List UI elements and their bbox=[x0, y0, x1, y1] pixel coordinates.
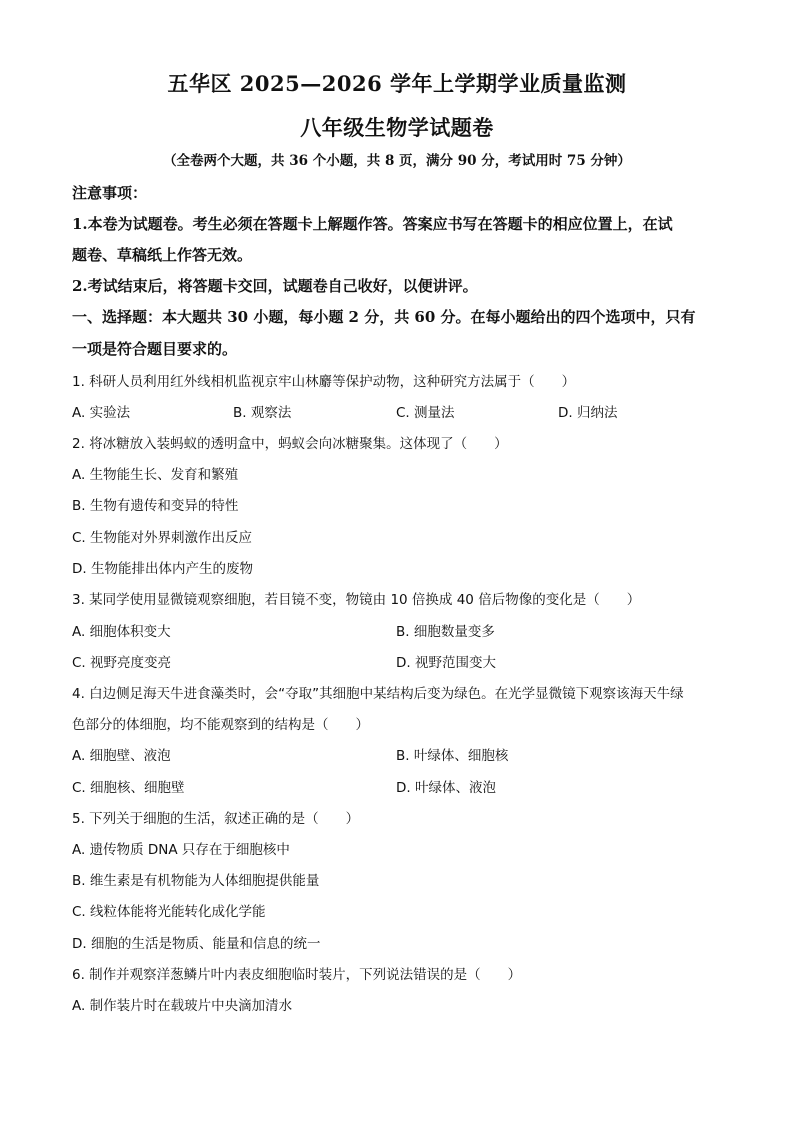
question-4-option-c: C. 细胞核、细胞壁 bbox=[72, 780, 185, 796]
question-2-option-b: B. 生物有遗传和变异的特性 bbox=[72, 498, 239, 514]
question-1-option-b: B. 观察法 bbox=[233, 405, 292, 421]
question-5-option-b: B. 维生素是有机物能为人体细胞提供能量 bbox=[72, 873, 320, 889]
notice-item-2: 2.考试结束后，将答题卡交回，试题卷自己收好，以便讲评。 bbox=[72, 277, 478, 295]
question-2-option-d: D. 生物能排出体内产生的废物 bbox=[72, 561, 253, 577]
question-2-option-c: C. 生物能对外界刺激作出反应 bbox=[72, 530, 253, 546]
question-2-stem: 2. 将冰糖放入装蚂蚁的透明盒中，蚂蚁会向冰糖聚集。这体现了（ ） bbox=[72, 436, 508, 452]
question-6-stem: 6. 制作并观察洋葱鳞片叶内表皮细胞临时装片，下列说法错误的是（ ） bbox=[72, 967, 522, 983]
section-1-line-2: 一项是符合题目要求的。 bbox=[72, 340, 238, 358]
question-5-stem: 5. 下列关于细胞的生活，叙述正确的是（ ） bbox=[72, 811, 360, 827]
question-1-option-d: D. 归纳法 bbox=[558, 405, 618, 421]
question-3-stem: 3. 某同学使用显微镜观察细胞，若目镜不变，物镜由 10 倍换成 40 倍后物像的变化是（ ） bbox=[72, 592, 641, 608]
notice-item-1-line-2: 题卷、草稿纸上作答无效。 bbox=[72, 246, 253, 264]
notice-heading: 注意事项： bbox=[72, 184, 148, 202]
question-6-option-a: A. 制作装片时在载玻片中央滴加清水 bbox=[72, 998, 293, 1014]
exam-subtitle: 八年级生物学试题卷 bbox=[300, 115, 494, 140]
question-5-option-d: D. 细胞的生活是物质、能量和信息的统一 bbox=[72, 936, 321, 952]
question-1-stem: 1. 科研人员利用红外线相机监视京牢山林麝等保护动物，这种研究方法属于（ ） bbox=[72, 374, 576, 390]
section-1-line-1: 一、选择题：本大题共 30 小题，每小题 2 分，共 60 分。在每小题给出的四个选项中，只有 bbox=[72, 308, 696, 326]
question-4-stem-line-1: 4. 白边侧足海天牛进食藻类时，会“夺取”其细胞中某结构后变为绿色。在光学显微镜下观察该海天牛绿 bbox=[72, 686, 684, 702]
question-3-option-a: A. 细胞体积变大 bbox=[72, 624, 171, 640]
question-3-option-d: D. 视野范围变大 bbox=[396, 655, 496, 671]
question-5-option-c: C. 线粒体能将光能转化成化学能 bbox=[72, 904, 266, 920]
question-4-option-d: D. 叶绿体、液泡 bbox=[396, 780, 496, 796]
question-5-option-a: A. 遗传物质 DNA 只存在于细胞核中 bbox=[72, 842, 290, 858]
exam-title: 五华区 2025—2026 学年上学期学业质量监测 bbox=[167, 71, 627, 96]
question-4-stem-line-2: 色部分的体细胞，均不能观察到的结构是（ ） bbox=[72, 717, 369, 733]
question-1-option-a: A. 实验法 bbox=[72, 405, 131, 421]
question-1-option-c: C. 测量法 bbox=[396, 405, 455, 421]
question-4-option-b: B. 叶绿体、细胞核 bbox=[396, 748, 509, 764]
question-3-option-c: C. 视野亮度变亮 bbox=[72, 655, 172, 671]
question-4-option-a: A. 细胞壁、液泡 bbox=[72, 748, 171, 764]
notice-item-1-line-1: 1.本卷为试题卷。考生必须在答题卡上解题作答。答案应书写在答题卡的相应位置上，在试 bbox=[72, 215, 673, 233]
question-3-option-b: B. 细胞数量变多 bbox=[396, 624, 495, 640]
exam-note: （全卷两个大题，共 36 个小题，共 8 页，满分 90 分，考试用时 75 分钟） bbox=[163, 153, 631, 169]
question-2-option-a: A. 生物能生长、发育和繁殖 bbox=[72, 467, 239, 483]
